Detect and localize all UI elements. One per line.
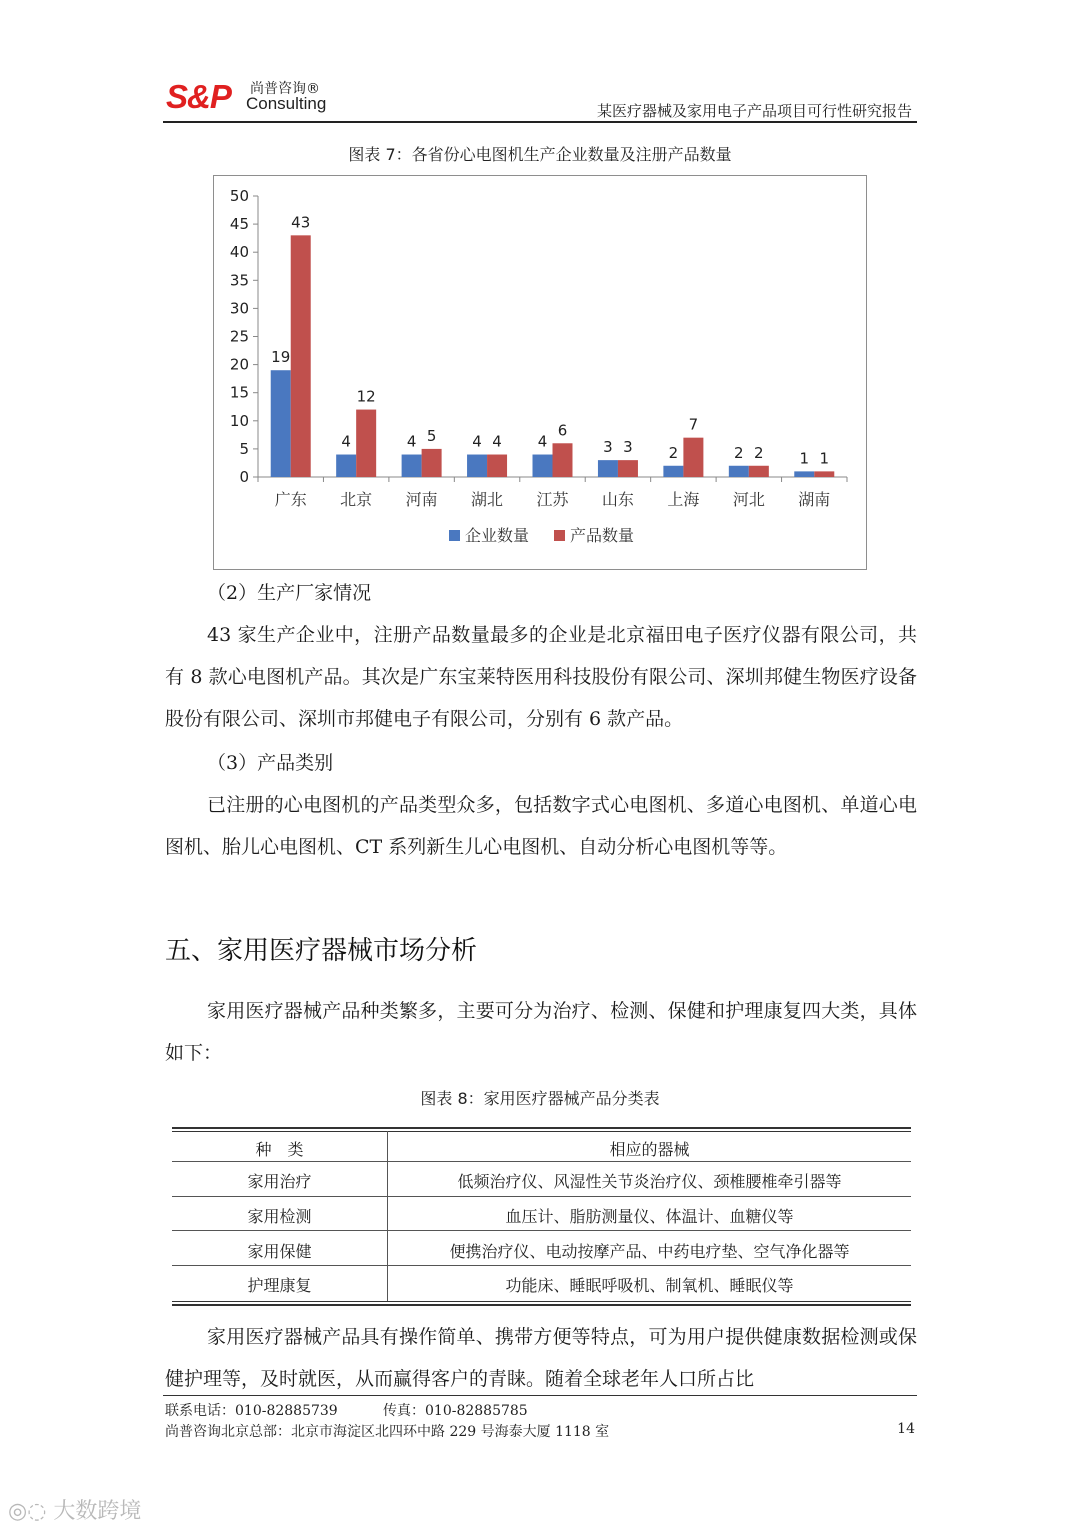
data-label: 4 [472,432,482,451]
y-tick-label: 0 [239,468,249,486]
table-cell-devices: 功能床、睡眠呼吸机、制氧机、睡眠仪等 [505,1276,794,1295]
bar [553,443,573,477]
bar [749,466,769,477]
table-bottom-rule-inner [172,1301,911,1302]
bar [467,455,487,477]
bar [598,460,618,477]
data-label: 19 [271,348,291,367]
paragraph-home-devices-intro: 家用医疗器械产品种类繁多，主要可分为治疗、检测、保健和护理康复四大类，具体如下： [165,1000,917,1064]
data-label: 1 [819,449,830,468]
page-number: 14 [897,1421,915,1437]
table-cell-category: 家用检测 [247,1207,312,1226]
table-row-divider [172,1265,911,1266]
data-label: 5 [426,426,437,445]
footer-phone: 联系电话：010-82885739 [165,1403,338,1419]
bar [533,455,553,477]
table-cell-category: 护理康复 [247,1276,312,1295]
y-tick-label: 40 [229,243,249,262]
table-cell-category: 家用治疗 [247,1172,312,1191]
bar [402,455,422,477]
company-logo-mark: S&P [166,78,231,115]
figure7-caption: 图表 7：各省份心电图机生产企业数量及注册产品数量 [348,145,732,164]
subheading-manufacturers: （2）生产厂家情况 [207,582,372,604]
data-label: 2 [734,443,744,462]
data-label: 3 [603,438,613,457]
data-label: 43 [291,213,311,232]
legend-swatch [449,530,460,541]
category-label: 湖南 [798,490,831,509]
data-label: 2 [668,443,679,462]
bar [663,466,683,477]
table-cell-category: 家用保健 [247,1242,312,1261]
table-top-rule [172,1127,911,1129]
y-tick-label: 15 [229,383,249,402]
table-header-category: 种 类 [255,1140,304,1159]
data-label: 1 [799,449,810,468]
data-label: 7 [688,415,699,434]
bar [487,455,507,477]
footer-divider [163,1395,917,1396]
table-top-rule-inner [172,1131,911,1132]
bar [814,471,834,477]
figure8-caption: 图表 8：家用医疗器械产品分类表 [420,1089,660,1108]
category-label: 河南 [405,490,438,509]
table-row-divider [172,1161,911,1162]
table-cell-devices: 便携治疗仪、电动按摩产品、中药电疗垫、空气净化器等 [449,1242,850,1261]
category-label: 北京 [340,490,373,509]
data-label: 3 [623,438,633,457]
data-label: 4 [341,432,351,451]
data-label: 2 [754,443,764,462]
watermark-text: 大数跨境 [53,1499,142,1524]
y-tick-label: 5 [239,439,249,458]
footer-address: 尚普咨询北京总部：北京市海淀区北四环中路 229 号海泰大厦 1118 室 [165,1424,610,1440]
legend-swatch [554,530,565,541]
table-row-divider [172,1196,911,1197]
category-label: 河北 [732,490,765,509]
y-tick-label: 50 [229,187,249,205]
y-tick-label: 30 [229,299,249,318]
data-label: 12 [356,387,376,406]
section-title: 五、家用医疗器械市场分析 [165,936,478,966]
table-cell-devices: 血压计、脂肪测量仪、体温计、血糖仪等 [505,1207,794,1226]
watermark [8,1494,141,1525]
data-label: 4 [537,432,548,451]
bar [271,370,291,477]
bar-chart [213,175,867,570]
table-header-devices: 相应的器械 [609,1140,690,1159]
bar [618,460,638,477]
bar [291,235,311,477]
company-logo-chinese: 尚普咨询® [250,81,320,97]
legend-label: 企业数量 [465,526,530,545]
table-row-divider [172,1230,911,1231]
bar [356,410,376,477]
bar [794,471,814,477]
paragraph-home-devices-features: 家用医疗器械产品具有操作简单、携带方便等特点，可为用户提供健康数据检测或保健护理等，及时就医，从而赢得客户的青睐。随着全球老年人口所占比 [165,1326,917,1390]
bar [729,466,749,477]
bar [336,455,356,477]
bar [683,438,703,477]
legend-label: 产品数量 [570,526,635,545]
y-tick-label: 35 [229,271,249,290]
bar [422,449,442,477]
paragraph-product-categories: 已注册的心电图机的产品类型众多，包括数字式心电图机、多道心电图机、单道心电图机、胎儿心电图机、CT 系列新生儿心电图机、自动分析心电图机等等。 [165,794,917,858]
data-label: 4 [492,432,502,451]
subheading-product-categories: （3）产品类别 [207,752,334,774]
report-title: 某医疗器械及家用电子产品项目可行性研究报告 [596,102,912,120]
y-tick-label: 25 [229,327,249,346]
y-tick-label: 45 [229,215,249,234]
header-divider [163,121,917,123]
table-bottom-rule [172,1304,911,1306]
y-tick-label: 10 [229,411,249,430]
category-label: 山东 [601,490,634,509]
company-logo-english: Consulting [246,94,327,113]
table-cell-devices: 低频治疗仪、风湿性关节炎治疗仪、颈椎腰椎牵引器等 [457,1172,842,1191]
data-label: 4 [406,432,417,451]
category-label: 江苏 [536,490,569,509]
category-label: 上海 [667,490,700,509]
category-label: 广东 [274,490,307,509]
data-label: 6 [557,421,568,440]
watermark-icon: ◎◌ [8,1499,54,1524]
category-label: 湖北 [471,490,504,509]
paragraph-manufacturers: 43 家生产企业中，注册产品数量最多的企业是北京福田电子医疗仪器有限公司，共有 8 款心电图机产品。其次是广东宝莱特医用科技股份有限公司、深圳邦健生物医疗设备股份有限公司、深圳市邦健电子有限公司，分别有 6 款产品。 [165,624,917,730]
y-tick-label: 20 [229,355,249,374]
footer-fax: 传真：010-82885785 [383,1403,528,1419]
